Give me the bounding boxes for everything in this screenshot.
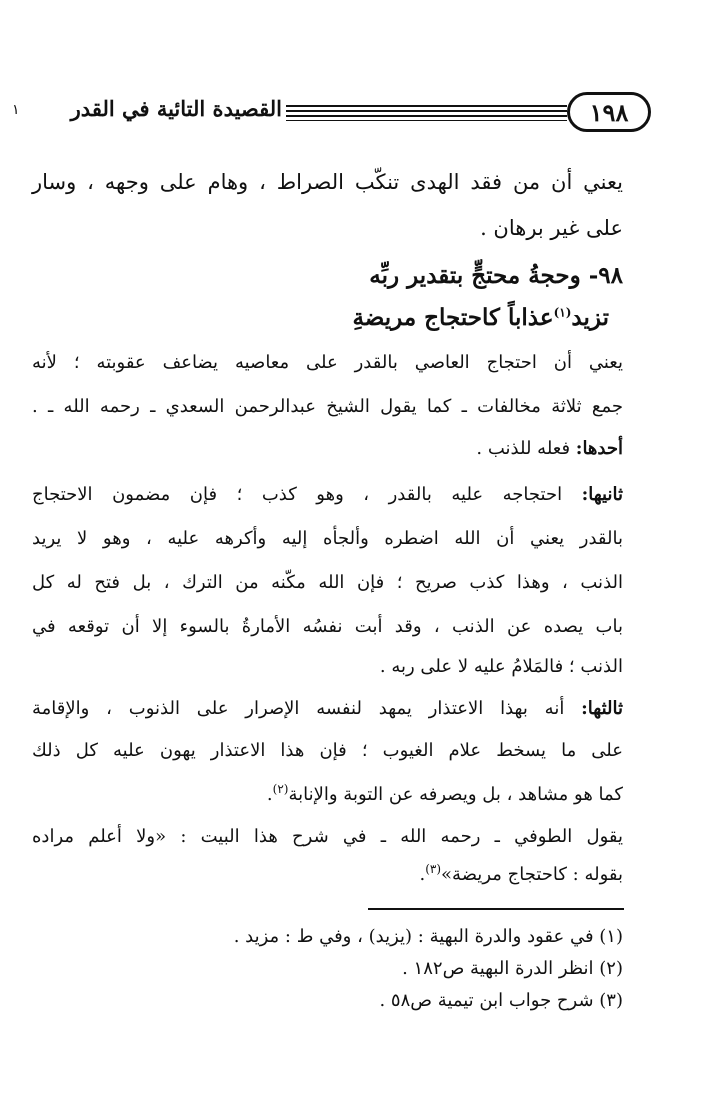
intro-line-2: على غير برهان .	[480, 216, 623, 240]
page-number: ١٩٨	[567, 92, 651, 132]
footnote-2: (٢) انظر الدرة البهية ص١٨٢ .	[402, 958, 623, 979]
third-text-1: أنه بهذا الاعتذار يمهد لنفسه الإصرار على الذنوب ، والإقامة	[32, 698, 565, 719]
page-header	[28, 92, 651, 144]
third-end: .	[266, 784, 273, 805]
footnote-ref-3: (٣)	[425, 862, 442, 876]
first-text: فعله للذنب .	[476, 438, 571, 459]
verse-line-2	[32, 304, 609, 331]
third-label: ثالثها:	[581, 698, 623, 719]
third-text-3: كما هو مشاهد ، بل ويصرفه عن التوبة والإنابة	[288, 784, 623, 805]
second-label: ثانيها:	[581, 484, 623, 505]
third-line-1	[32, 698, 623, 719]
footnote-ref-2: (٢)	[272, 782, 289, 796]
second-line-1	[32, 484, 623, 505]
p1-line-2: جمع ثلاثة مخالفات ـ كما يقول الشيخ عبدالرحمن السعدي ـ رحمه الله ـ .	[32, 396, 623, 417]
quote-line-1: يقول الطوفي ـ رحمه الله ـ في شرح هذا البيت : «ولا أعلم مراده	[32, 826, 623, 847]
header-rule	[286, 105, 567, 121]
second-line-5: الذنب ؛ فالمَلامُ عليه لا على ربه .	[379, 656, 623, 677]
footnote-3: (٣) شرح جواب ابن تيمية ص٥٨ .	[379, 990, 623, 1011]
verse-rest: عذاباً كاحتجاج مريضةِ	[352, 304, 554, 331]
second-line-3: الذنب ، وهذا كذب صريح ؛ فإن الله مكّنه من الترك ، بل فتح له كل	[32, 572, 623, 593]
margin-mark: ١	[12, 102, 20, 118]
third-line-2: على ما يسخط علام الغيوب ؛ فإن هذا الاعتذار يهون عليه كل ذلك	[32, 740, 623, 761]
third-line-3	[32, 784, 623, 805]
p1-line-1: يعني أن احتجاج العاصي بالقدر على معاصيه يضاعف عقوبته ؛ لأنه	[32, 352, 623, 373]
quote-end: .	[419, 864, 426, 885]
footnote-ref-1: (١)	[553, 305, 572, 320]
second-text-1: احتجاجه عليه بالقدر ، وهو كذب ؛ فإن مضمون الاحتجاج	[32, 484, 563, 505]
intro-line-1: يعني أن من فقد الهدى تنكّب الصراط ، وهام على وجهه ، وسار	[32, 170, 623, 194]
footnote-rule	[368, 908, 624, 910]
first-label: أحدها:	[575, 438, 623, 459]
verse-line-1: ٩٨- وحجةُ محتجٍّ بتقدير ربِّه	[369, 262, 623, 289]
second-line-4: باب يصده عن الذنب ، وقد أبت نفسُه الأمارةُ بالسوء إلا أن توقعه في	[32, 616, 623, 637]
verse-word: تزيد	[571, 304, 609, 331]
footnote-1: (١) في عقود والدرة البهية : (يزيد) ، وفي ط : مزيد .	[233, 926, 623, 947]
first-point	[32, 438, 623, 459]
quote-line-2	[32, 864, 623, 885]
running-title: القصيدة التائية في القدر	[70, 96, 282, 121]
second-line-2: بالقدر يعني أن الله اضطره وألجأه إليه وأكرهه عليه ، وهو لا يريد	[32, 528, 623, 549]
quote-text-2: بقوله : كاحتجاج مريضة»	[441, 864, 623, 885]
